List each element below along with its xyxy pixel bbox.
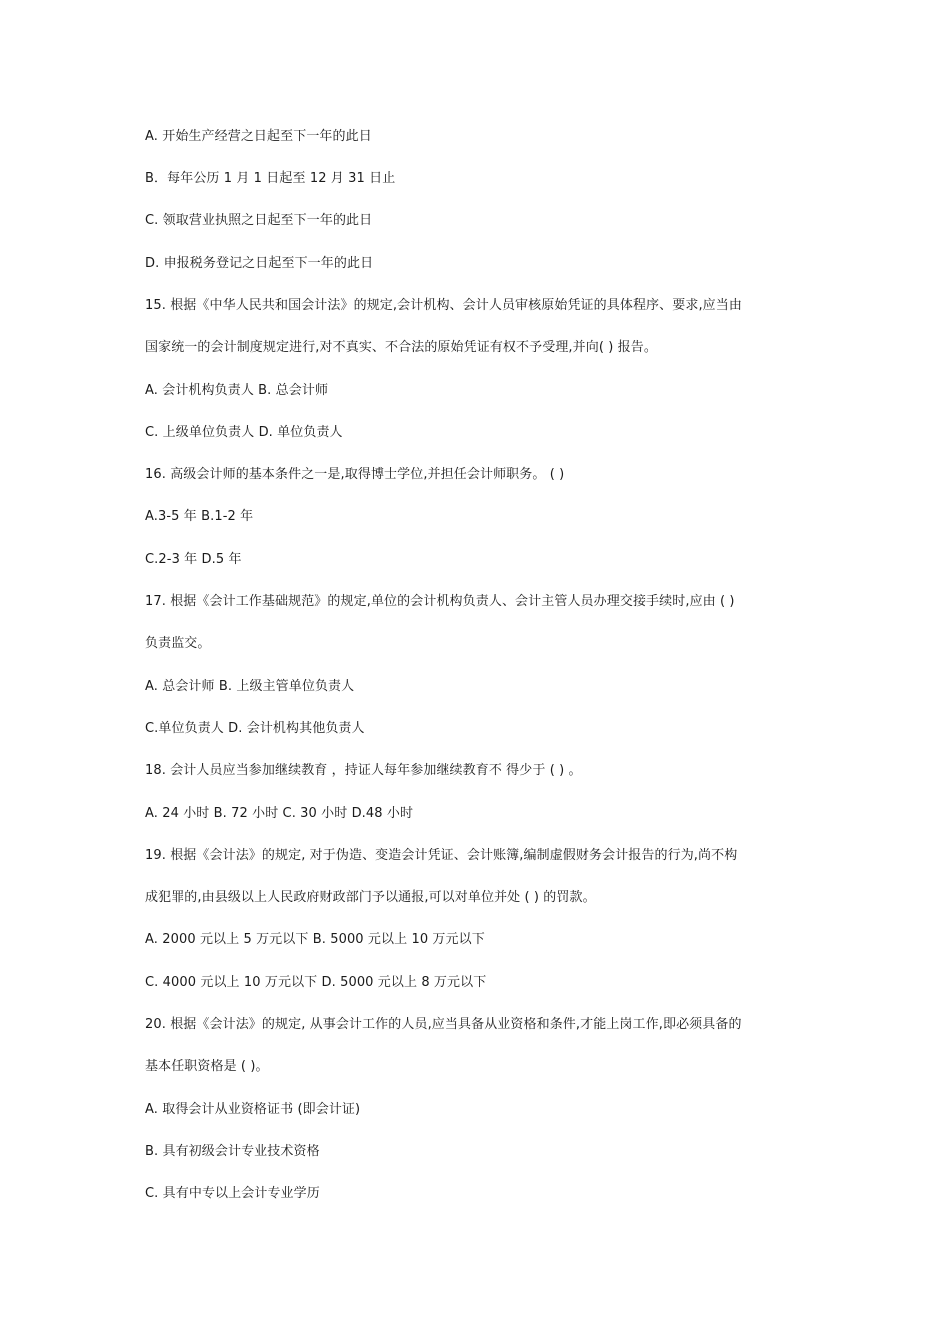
option-line: B．每年公历 1 月 1 日起至 12 月 31 日止 [145, 171, 396, 186]
option-line: A. 会计机构负责人 B. 总会计师 [145, 383, 329, 398]
question-line: 16. 高级会计师的基本条件之一是,取得博士学位,并担任会计师职务。 ( ) [145, 467, 565, 482]
option-line: C.单位负责人 D. 会计机构其他负责人 [145, 721, 365, 736]
option-line: C. 上级单位负责人 D. 单位负责人 [145, 425, 343, 440]
question-line: 15. 根据《中华人民共和国会计法》的规定,会计机构、会计人员审核原始凭证的具体程序、要求,应当由 [145, 298, 742, 313]
option-line: A. 24 小时 B. 72 小时 C. 30 小时 D.48 小时 [145, 806, 414, 821]
option-line: A.3-5 年 B.1-2 年 [145, 509, 254, 524]
option-line: C.2-3 年 D.5 年 [145, 552, 242, 567]
question-line: 19. 根据《会计法》的规定, 对于伪造、变造会计凭证、会计账簿,编制虚假财务会计报告的行为,尚不构 [145, 848, 738, 863]
option-line: C. 4000 元以上 10 万元以下 D. 5000 元以上 8 万元以下 [145, 975, 487, 990]
option-line: D. 申报税务登记之日起至下一年的此日 [145, 256, 374, 271]
question-line: 基本任职资格是 ( )。 [145, 1059, 269, 1074]
option-line: A. 取得会计从业资格证书 (即会计证) [145, 1102, 361, 1117]
option-line: A. 总会计师 B. 上级主管单位负责人 [145, 679, 355, 694]
option-line: C. 领取营业执照之日起至下一年的此日 [145, 213, 373, 228]
question-line: 成犯罪的,由县级以上人民政府财政部门予以通报,可以对单位并处 ( ) 的罚款。 [145, 890, 596, 905]
option-line: A. 开始生产经营之日起至下一年的此日 [145, 129, 372, 144]
question-line: 18. 会计人员应当参加继续教育 ，持证人每年参加继续教育不 得少于 ( ) 。 [145, 763, 582, 778]
question-line: 负责监交。 [145, 636, 211, 651]
question-line: 20. 根据《会计法》的规定, 从事会计工作的人员,应当具备从业资格和条件,才能上岗工作,即必须具备的 [145, 1017, 742, 1032]
option-line: B. 具有初级会计专业技术资格 [145, 1144, 320, 1159]
question-line: 国家统一的会计制度规定进行,对不真实、不合法的原始凭证有权不予受理,并向( ) 报告。 [145, 340, 657, 355]
option-line: C. 具有中专以上会计专业学历 [145, 1186, 320, 1201]
question-line: 17. 根据《会计工作基础规范》的规定,单位的会计机构负责人、会计主管人员办理交接手续时,应由 ( ) [145, 594, 735, 609]
option-line: A. 2000 元以上 5 万元以下 B. 5000 元以上 10 万元以下 [145, 932, 485, 947]
